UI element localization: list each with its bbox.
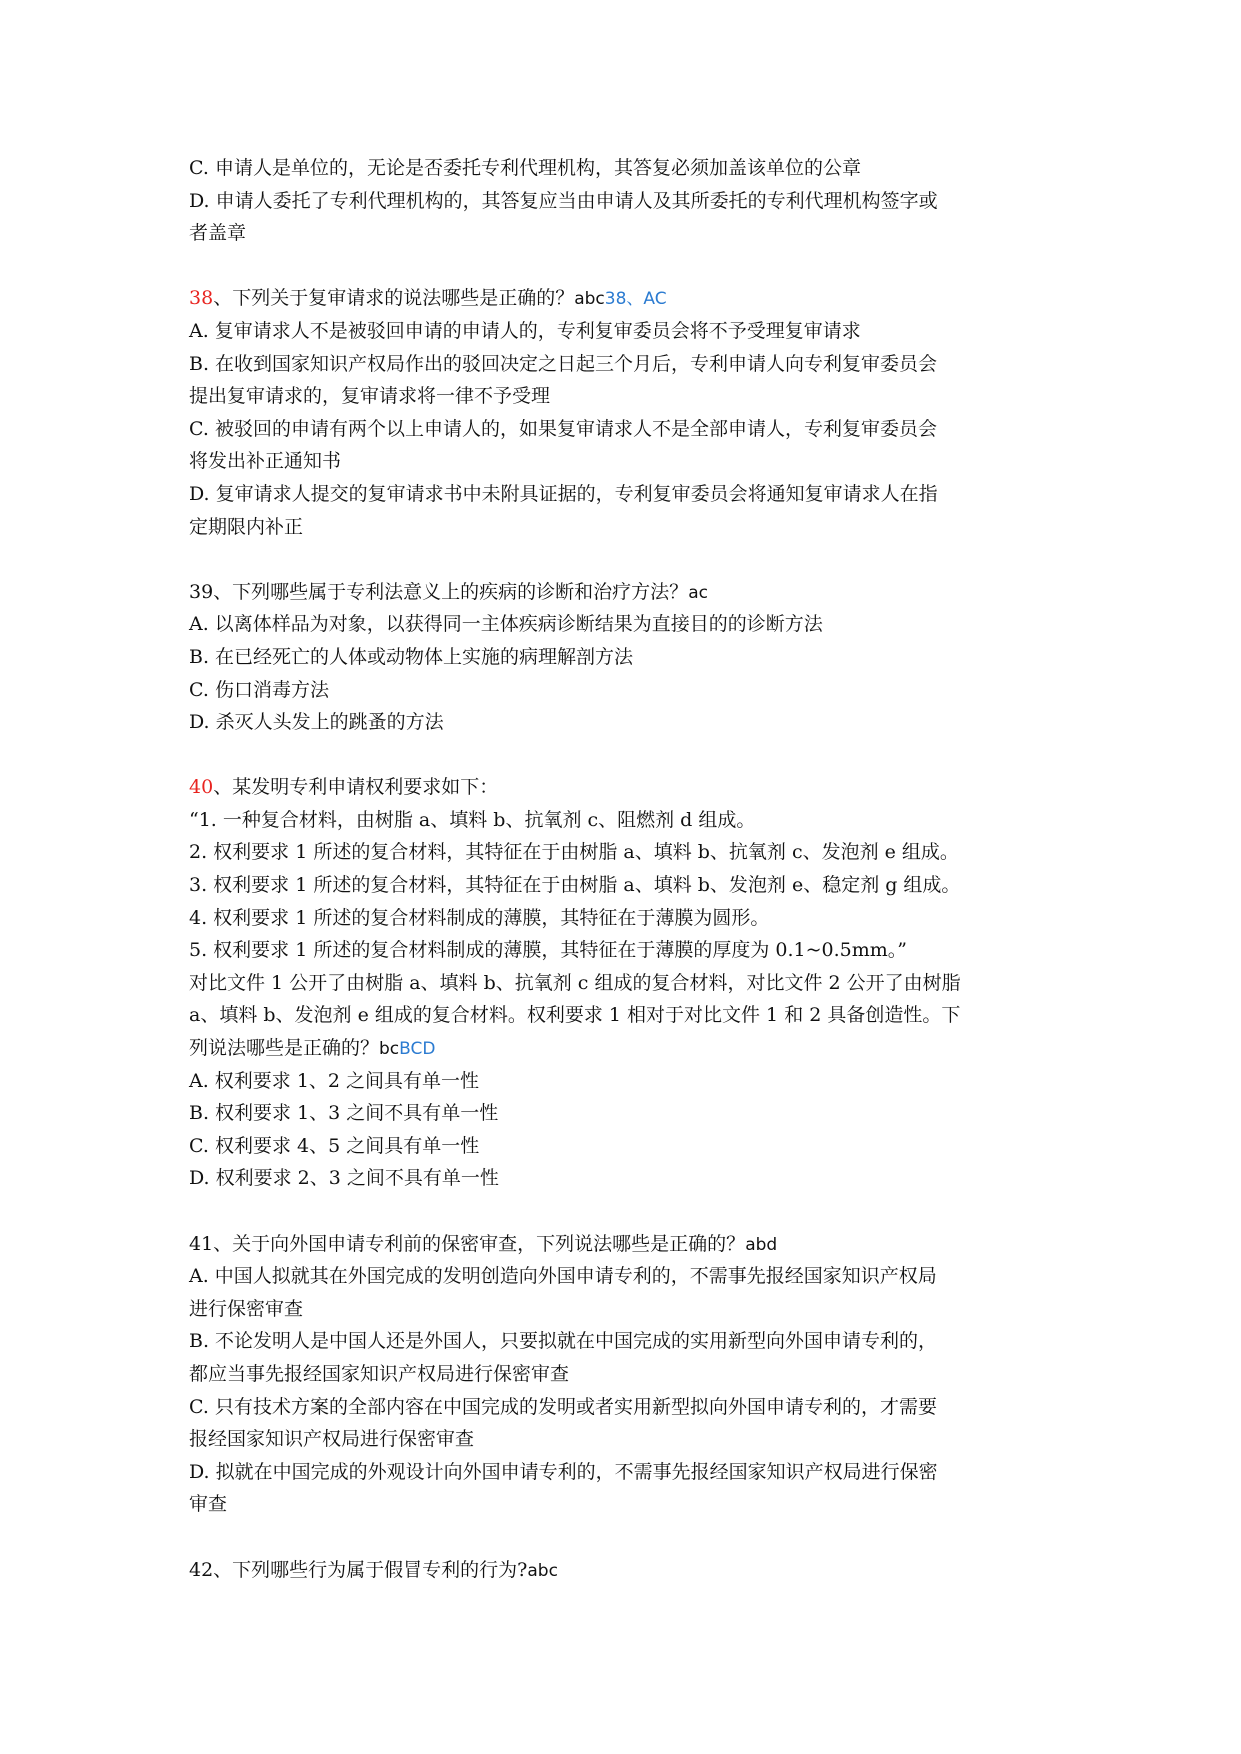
q40-option-c: C. 权利要求 4、5 之间具有单一性 (189, 1134, 480, 1157)
q42-answer: abc (527, 1560, 558, 1581)
q40-claim-1: “1. 一种复合材料，由树脂 a、填料 b、抗氧剂 c、阻燃剂 d 组成。 (189, 808, 756, 831)
q41-stem (189, 1228, 1069, 1261)
spacer (189, 739, 1069, 772)
q40-answer: bc (379, 1039, 400, 1060)
q40-stem-text: 、某发明专利申请权利要求如下： (213, 776, 499, 799)
q40-stem (189, 771, 1069, 804)
q40-context-text: 列说法哪些是正确的？ (189, 1037, 380, 1060)
document-content (189, 152, 1069, 1586)
q41-option-d-line1: D. 拟就在中国完成的外观设计向外国申请专利的，不需事先报经国家知识产权局进行保密 (189, 1460, 938, 1483)
q39-stem (189, 576, 1069, 609)
q39-option-b: B. 在已经死亡的人体或动物体上实施的病理解剖方法 (189, 645, 634, 668)
q40-option-d: D. 权利要求 2、3 之间不具有单一性 (189, 1167, 499, 1190)
q40-claim-5: 5. 权利要求 1 所述的复合材料制成的薄膜，其特征在于薄膜的厚度为 0.1~0.5mm。” (189, 939, 907, 962)
q40-option-a: A. 权利要求 1、2 之间具有单一性 (189, 1069, 480, 1092)
q38-option-b-line2: 提出复审请求的，复审请求将一律不予受理 (189, 385, 551, 408)
q41-option-c-line2: 报经国家知识产权局进行保密审查 (189, 1428, 475, 1451)
q39-answer: ac (688, 582, 708, 603)
q38-stem-text: 、下列关于复审请求的说法哪些是正确的？ (213, 287, 575, 310)
q38-number: 38 (189, 287, 214, 310)
q40-number: 40 (189, 776, 214, 799)
q41-option-d-line2: 审查 (189, 1493, 228, 1516)
q38-option-c-line2: 将发出补正通知书 (189, 450, 342, 473)
spacer (189, 1521, 1069, 1554)
q38-option-b-line1: B. 在收到国家知识产权局作出的驳回决定之日起三个月后，专利申请人向专利复审委员会 (189, 352, 938, 375)
q42-stem-text: 42、下列哪些行为属于假冒专利的行为? (189, 1558, 528, 1581)
q40-context-line2: a、填料 b、发泡剂 e 组成的复合材料。权利要求 1 相对于对比文件 1 和 2 具备创造性。下 (189, 1004, 961, 1027)
q37-option-d-line1: D. 申请人委托了专利代理机构的，其答复应当由申请人及其所委托的专利代理机构签字或 (189, 189, 938, 212)
q40-context-line1: 对比文件 1 公开了由树脂 a、填料 b、抗氧剂 c 组成的复合材料，对比文件 2 公开了由树脂 (189, 971, 961, 994)
q40-answer-key: BCD (399, 1039, 436, 1060)
q41-option-b-line2: 都应当事先报经国家知识产权局进行保密审查 (189, 1362, 570, 1385)
q40-claim-4: 4. 权利要求 1 所述的复合材料制成的薄膜，其特征在于薄膜为圆形。 (189, 906, 770, 929)
q42-stem (189, 1554, 1069, 1587)
spacer (189, 250, 1069, 283)
q38-answer: abc (574, 289, 605, 310)
spacer (189, 543, 1069, 576)
q40-option-b: B. 权利要求 1、3 之间不具有单一性 (189, 1102, 499, 1125)
q38-option-c-line1: C. 被驳回的申请有两个以上申请人的，如果复审请求人不是全部申请人，专利复审委员会 (189, 417, 937, 440)
q39-stem-text: 39、下列哪些属于专利法意义上的疾病的诊断和治疗方法？ (189, 580, 689, 603)
q41-answer: abd (745, 1234, 778, 1255)
q38-stem (189, 282, 1069, 315)
q40-claim-2: 2. 权利要求 1 所述的复合材料，其特征在于由树脂 a、填料 b、抗氧剂 c、发泡剂 e 组成。 (189, 841, 959, 864)
q41-stem-text: 41、关于向外国申请专利前的保密审查，下列说法哪些是正确的？ (189, 1232, 746, 1255)
q41-option-c-line1: C. 只有技术方案的全部内容在中国完成的发明或者实用新型拟向外国申请专利的，才需要 (189, 1395, 937, 1418)
q37-option-d-line2: 者盖章 (189, 222, 247, 245)
q40-claim-3: 3. 权利要求 1 所述的复合材料，其特征在于由树脂 a、填料 b、发泡剂 e、稳定剂 g 组成。 (189, 874, 961, 897)
q39-option-d: D. 杀灭人头发上的跳蚤的方法 (189, 711, 444, 734)
q41-option-b-line1: B. 不论发明人是中国人还是外国人，只要拟就在中国完成的实用新型向外国申请专利的， (189, 1330, 938, 1353)
spacer (189, 1195, 1069, 1228)
q39-option-a: A. 以离体样品为对象，以获得同一主体疾病诊断结果为直接目的的诊断方法 (189, 613, 823, 636)
q41-option-a-line1: A. 中国人拟就其在外国完成的发明创造向外国申请专利的，不需事先报经国家知识产权局 (189, 1265, 937, 1288)
q41-option-a-line2: 进行保密审查 (189, 1297, 304, 1320)
q38-option-d-line1: D. 复审请求人提交的复审请求书中未附具证据的，专利复审委员会将通知复审请求人在指 (189, 482, 938, 505)
q40-context-line3 (189, 1032, 1069, 1065)
q38-option-a: A. 复审请求人不是被驳回申请的申请人的，专利复审委员会将不予受理复审请求 (189, 319, 861, 342)
q38-option-d-line2: 定期限内补正 (189, 515, 304, 538)
q37-option-c: C. 申请人是单位的，无论是否委托专利代理机构，其答复必须加盖该单位的公章 (189, 157, 861, 179)
q39-option-c: C. 伤口消毒方法 (189, 678, 329, 701)
q38-answer-key: 38、AC (604, 289, 667, 310)
